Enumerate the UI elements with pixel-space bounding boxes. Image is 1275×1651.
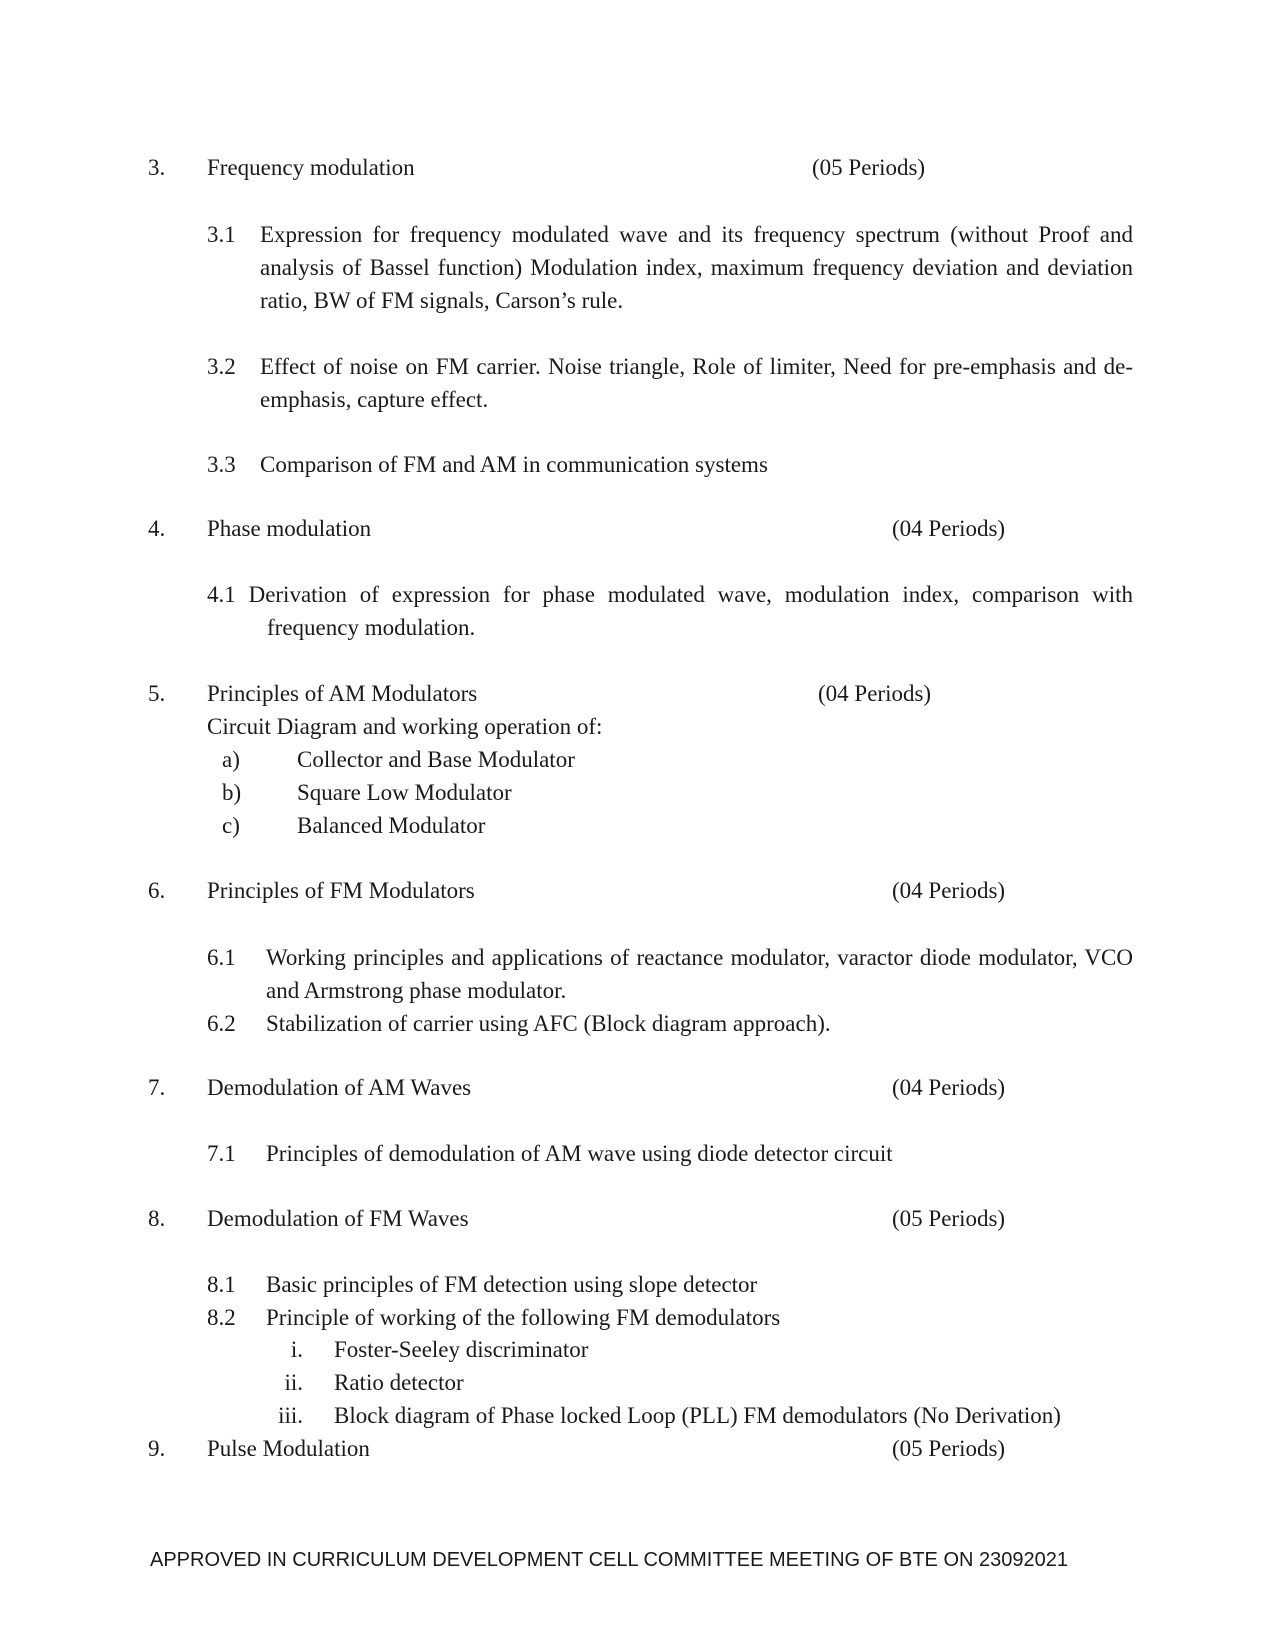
section-title: Frequency modulation <box>207 155 415 180</box>
section-number: 7. <box>148 1075 166 1100</box>
section-title: Demodulation of AM Waves <box>207 1075 472 1100</box>
item-8-2 <box>207 1301 1133 1334</box>
section-number: 4. <box>148 516 166 541</box>
sublist-item-text: Ratio detector <box>334 1370 464 1395</box>
item-6-2 <box>207 1007 1133 1040</box>
section-periods: (04 Periods) <box>892 878 1006 903</box>
section-number: 6. <box>148 878 166 903</box>
item-text: Effect of noise on FM carrier. Noise triangle, Role of limiter, Need for pre-emphasis and de-emphasis, capture effect. <box>260 354 1133 412</box>
item-3-2 <box>207 350 1133 416</box>
item-text: Stabilization of carrier using AFC (Block diagram approach). <box>266 1011 831 1036</box>
item-label: 8.1 <box>207 1272 236 1297</box>
sublist-item-label: i. <box>290 1337 303 1362</box>
section-periods: (04 Periods) <box>892 516 1006 541</box>
item-text: Principles of demodulation of AM wave using diode detector circuit <box>266 1141 893 1166</box>
section-periods: (05 Periods) <box>892 1436 1006 1461</box>
sublist-item-label: iii. <box>278 1403 303 1428</box>
item-text: Expression for frequency modulated wave and its frequency spectrum (without Proof and analysis of Bassel function) Modulation index, maximum frequency deviation and deviation ratio, BW of FM signals, Carson’s rule. <box>260 222 1133 313</box>
section-number: 5. <box>148 681 166 706</box>
list-item-text: Collector and Base Modulator <box>297 747 575 772</box>
section-number: 3. <box>148 155 166 180</box>
section-number: 9. <box>148 1436 166 1461</box>
item-text: Principle of working of the following FM demodulators <box>266 1305 781 1330</box>
item-6-1 <box>207 941 1133 1007</box>
item-label: 3.2 <box>207 354 236 379</box>
item-label: 3.3 <box>207 452 236 477</box>
item-body: Derivation of expression for phase modulated wave, modulation index, comparison with frequency modulation. <box>248 582 1134 640</box>
item-text <box>207 578 1133 644</box>
section-periods: (05 Periods) <box>892 1206 1006 1231</box>
section-title: Principles of AM Modulators <box>207 681 478 706</box>
item-text: Comparison of FM and AM in communication systems <box>260 452 768 477</box>
item-label: 3.1 <box>207 222 236 247</box>
section-periods: (04 Periods) <box>892 1075 1006 1100</box>
item-label: 6.2 <box>207 1011 236 1036</box>
item-text: Basic principles of FM detection using slope detector <box>266 1272 758 1297</box>
item-label: 8.2 <box>207 1305 236 1330</box>
section-title: Pulse Modulation <box>207 1436 370 1461</box>
item-label: 7.1 <box>207 1141 236 1166</box>
item-text: Working principles and applications of reactance modulator, varactor diode modulator, VCO and Armstrong phase modulator. <box>266 945 1133 1003</box>
item-8-1 <box>207 1268 1133 1301</box>
item-3-3 <box>207 448 1133 481</box>
section-title: Phase modulation <box>207 516 372 541</box>
section-title: Principles of FM Modulators <box>207 878 475 903</box>
section-periods: (04 Periods) <box>818 681 932 706</box>
section-periods: (05 Periods) <box>812 155 926 180</box>
item-label: 4.1 <box>207 582 236 607</box>
sublist-item-text: Foster-Seeley discriminator <box>334 1337 589 1362</box>
list-item-text: Square Low Modulator <box>297 780 512 805</box>
list-item-label: a) <box>222 747 240 772</box>
sublist-item-label: ii. <box>284 1370 303 1395</box>
section-number: 8. <box>148 1206 166 1231</box>
item-4-1 <box>207 578 1133 644</box>
item-label: 6.1 <box>207 945 236 970</box>
list-item-label: b) <box>222 780 242 805</box>
item-7-1 <box>207 1137 1133 1170</box>
section-5-intro: Circuit Diagram and working operation of: <box>207 714 603 739</box>
approval-footer: APPROVED IN CURRICULUM DEVELOPMENT CELL COMMITTEE MEETING OF BTE ON 23092021 <box>150 1549 1068 1571</box>
sublist-item-text: Block diagram of Phase locked Loop (PLL) FM demodulators (No Derivation) <box>334 1403 1061 1428</box>
list-item-label: c) <box>222 813 240 838</box>
item-3-1 <box>207 218 1133 317</box>
section-title: Demodulation of FM Waves <box>207 1206 469 1231</box>
list-item-text: Balanced Modulator <box>297 813 486 838</box>
